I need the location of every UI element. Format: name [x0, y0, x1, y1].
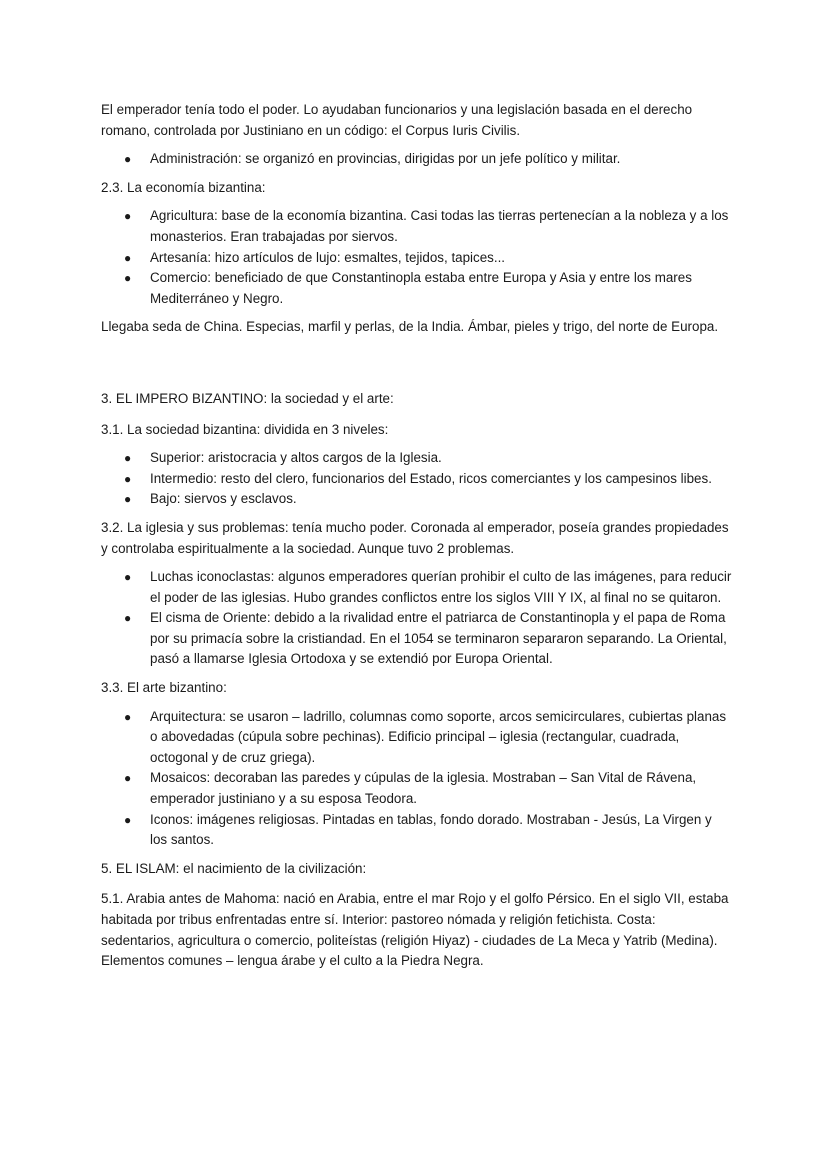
list-item [101, 469, 732, 490]
list-item-text: Iconos: imágenes religiosas. Pintadas en tablas, fondo dorado. Mostraban - Jesús, La Virgen y los santos. [150, 811, 712, 848]
paragraph: 3.2. La iglesia y sus problemas: tenía mucho poder. Coronada al emperador, poseía grandes propiedades y controlaba espiritualmente a la sociedad. Aunque tuvo 2 problemas. [101, 519, 729, 556]
list-item [101, 567, 732, 608]
list-item-text: Administración: se organizó en provincias, dirigidas por un jefe político y militar. [150, 151, 621, 167]
bullet-icon: ● [124, 611, 132, 626]
bullet-list [101, 707, 732, 851]
list-item [101, 248, 732, 269]
list-item [101, 810, 732, 851]
list-item-text: Agricultura: base de la economía bizantina. Casi todas las tierras pertenecían a la nobleza y a los monasterios. Eran trabajadas por siervos. [150, 208, 729, 244]
paragraph: 3.1. La sociedad bizantina: dividida en 3 niveles: [101, 421, 389, 437]
list-item-text: Artesanía: hizo artículos de lujo: esmaltes, tejidos, tapices... [150, 249, 506, 265]
list-item-text: Intermedio: resto del clero, funcionarios del Estado, ricos comerciantes y los campesinos libes. [150, 470, 712, 486]
paragraph: El emperador tenía todo el poder. Lo ayudaban funcionarios y una legislación basada en el derecho romano, controlada por Justiniano en un código: el Corpus Iuris Civilis. [101, 102, 693, 138]
list-item-text: Comercio: beneficiado de que Constantinopla estaba entre Europa y Asia y entre los mares Mediterráneo y Negro. [150, 270, 692, 306]
list-item [101, 768, 732, 809]
list-item [101, 489, 732, 510]
list-item-text: Arquitectura: se usaron – ladrillo, columnas como soporte, arcos semicirculares, cubiertas planas o abovedadas (cúpula sobre pechinas). Edificio principal – iglesia (rectangular, cuadrada, octogonal y de cruz griega). [150, 708, 727, 765]
list-item [101, 149, 732, 170]
bullet-icon: ● [124, 271, 132, 286]
paragraph: 5. EL ISLAM: el nacimiento de la civilización: [101, 860, 367, 876]
list-item-text: Luchas iconoclastas: algunos emperadores querían prohibir el culto de las imágenes, para reducir el poder de las iglesias. Hubo grandes conflictos entre los siglos VIII Y IX, al final no se quitaron. [150, 569, 732, 605]
bullet-icon: ● [124, 492, 132, 507]
bullet-icon: ● [124, 451, 132, 466]
paragraph: 5.1. Arabia antes de Mahoma: nació en Arabia, entre el mar Rojo y el golfo Pérsico. En el siglo VII, estaba habitada por tribus enfrentadas entre sí. Interior: pastoreo nómada y religión fetichista. Costa: sedentarios, agricultura o comercio, politeístas (religión Hiyaz) - ciudades de La Meca y Yatrib (Medina). Elementos comunes – lengua árabe y el culto a la Piedra Negra. [101, 891, 729, 969]
bullet-icon: ● [124, 250, 132, 265]
bullet-list [101, 149, 732, 170]
bullet-list [101, 448, 732, 510]
list-item-text: El cisma de Oriente: debido a la rivalidad entre el patriarca de Constantinopla y el papa de Roma por su primacía sobre la cristiandad. En el 1054 se terminaron separaron separando. La Oriental, pasó a llamarse Iglesia Ortodoxa y se extendió por Europa Oriental. [150, 610, 727, 667]
bullet-icon: ● [124, 771, 132, 786]
bullet-icon: ● [124, 570, 132, 585]
paragraph: 3. EL IMPERO BIZANTINO: la sociedad y el arte: [101, 390, 394, 406]
bullet-icon: ● [124, 209, 132, 224]
list-item-text: Bajo: siervos y esclavos. [150, 491, 297, 507]
list-item [101, 448, 732, 469]
paragraph: 2.3. La economía bizantina: [101, 179, 266, 195]
list-item-text: Mosaicos: decoraban las paredes y cúpulas de la iglesia. Mostraban – San Vital de Rávena, emperador justiniano y a su esposa Teodora. [150, 770, 697, 807]
bullet-icon: ● [124, 152, 132, 167]
document-body [101, 100, 732, 972]
bullet-icon: ● [124, 709, 132, 724]
list-item-text: Superior: aristocracia y altos cargos de la Iglesia. [150, 450, 442, 466]
list-item [101, 707, 732, 769]
bullet-icon: ● [124, 812, 132, 827]
paragraph: Llegaba seda de China. Especias, marfil y perlas, de la India. Ámbar, pieles y trigo, del norte de Europa. [101, 319, 719, 335]
list-item [101, 206, 732, 247]
bullet-list [101, 567, 732, 670]
list-item [101, 268, 732, 309]
bullet-list [101, 206, 732, 309]
list-item [101, 608, 732, 670]
paragraph: 3.3. El arte bizantino: [101, 680, 227, 696]
bullet-icon: ● [124, 471, 132, 486]
